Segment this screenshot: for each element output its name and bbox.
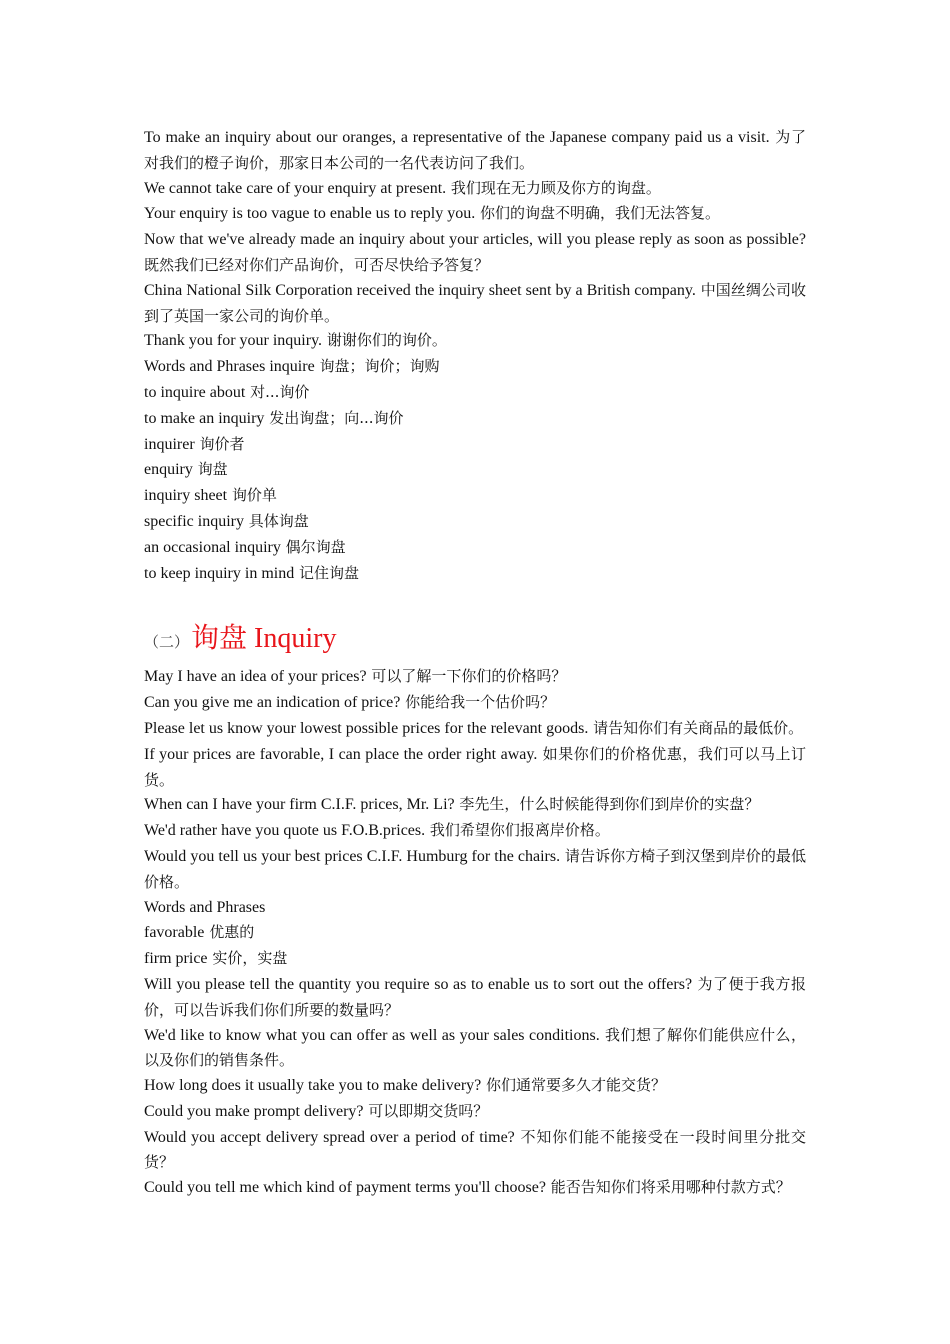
sentence: When can I have your firm C.I.F. prices, Mr. Li? 李先生，什么时候能得到你们到岸价的实盘？ <box>144 795 760 814</box>
section-number: （二） <box>144 633 190 652</box>
vocab-item: firm price 实价，实盘 <box>144 949 288 968</box>
sentence: To make an inquiry about our oranges, a representative of the Japanese company paid us a visit. 为了对我们的橙子询价，那家日本公司的一名代表访问了我们。 <box>144 128 806 172</box>
sentence: We'd rather have you quote us F.O.B.prices. 我们希望你们报离岸价格。 <box>144 821 610 840</box>
vocab-item: inquiry sheet 询价单 <box>144 486 277 505</box>
sentence: We cannot take care of your enquiry at present. 我们现在无力顾及你方的询盘。 <box>144 178 661 197</box>
vocab-item: specific inquiry 具体询盘 <box>144 511 309 530</box>
sentence: May I have an idea of your prices? 可以了解一下你们的价格吗？ <box>144 667 567 686</box>
section-2-sentences <box>144 664 806 1201</box>
sentence: Can you give me an indication of price? 你能给我一个估价吗？ <box>144 693 556 712</box>
sentence: How long does it usually take you to make delivery? 你们通常要多久才能交货？ <box>144 1076 667 1095</box>
sentence: Could you tell me which kind of payment terms you'll choose? 能否告知你们将采用哪种付款方式？ <box>144 1178 791 1197</box>
vocab-item: an occasional inquiry 偶尔询盘 <box>144 537 346 556</box>
vocab-item: favorable 优惠的 <box>144 923 255 942</box>
sentence: Thank you for your inquiry. 谢谢你们的询价。 <box>144 331 447 350</box>
vocab-item: inquirer 询价者 <box>144 434 245 453</box>
sentence: China National Silk Corporation received the inquiry sheet sent by a British company. 中国丝绸公司收到了英国一家公司的询价单。 <box>144 280 806 325</box>
vocab-heading: Words and Phrases <box>144 898 266 916</box>
vocab-item: to keep inquiry in mind 记住询盘 <box>144 563 359 582</box>
vocab-item: to inquire about 对...询价 <box>144 382 310 401</box>
section-title: 询盘 Inquiry <box>191 623 337 655</box>
vocab-item: enquiry 询盘 <box>144 460 228 479</box>
sentence: Please let us know your lowest possible prices for the relevant goods. 请告知你们有关商品的最低价。 <box>144 718 804 737</box>
sentence: Could you make prompt delivery? 可以即期交货吗？ <box>144 1101 489 1120</box>
sentence: Will you please tell the quantity you require so as to enable us to sort out the offers? 为了便于我方报价，可以告诉我们你们所要的数量吗？ <box>144 974 806 1019</box>
sentence: We'd like to know what you can offer as well as your sales conditions. 我们想了解你们能供应什么，以及你们的销售条件。 <box>144 1025 806 1070</box>
sentence: If your prices are favorable, I can place the order right away. 如果你们的价格优惠，我们可以马上订货。 <box>144 744 806 789</box>
sentence: Would you tell us your best prices C.I.F. Humburg for the chairs. 请告诉你方椅子到汉堡到岸价的最低价格。 <box>144 846 806 891</box>
document-page <box>144 125 806 1201</box>
section-1-sentences <box>144 125 806 586</box>
vocab-item: Words and Phrases inquire 询盘；询价；询购 <box>144 357 440 376</box>
sentence: Your enquiry is too vague to enable us to reply you. 你们的询盘不明确，我们无法答复。 <box>144 204 721 223</box>
section-heading <box>144 616 806 662</box>
sentence: Would you accept delivery spread over a period of time? 不知你们能不能接受在一段时间里分批交货？ <box>144 1127 806 1172</box>
sentence: Now that we've already made an inquiry about your articles, will you please reply as soon as possible? 既然我们已经对你们产品询价，可否尽快给予答复？ <box>144 231 806 274</box>
vocab-item: to make an inquiry 发出询盘；向...询价 <box>144 408 404 427</box>
